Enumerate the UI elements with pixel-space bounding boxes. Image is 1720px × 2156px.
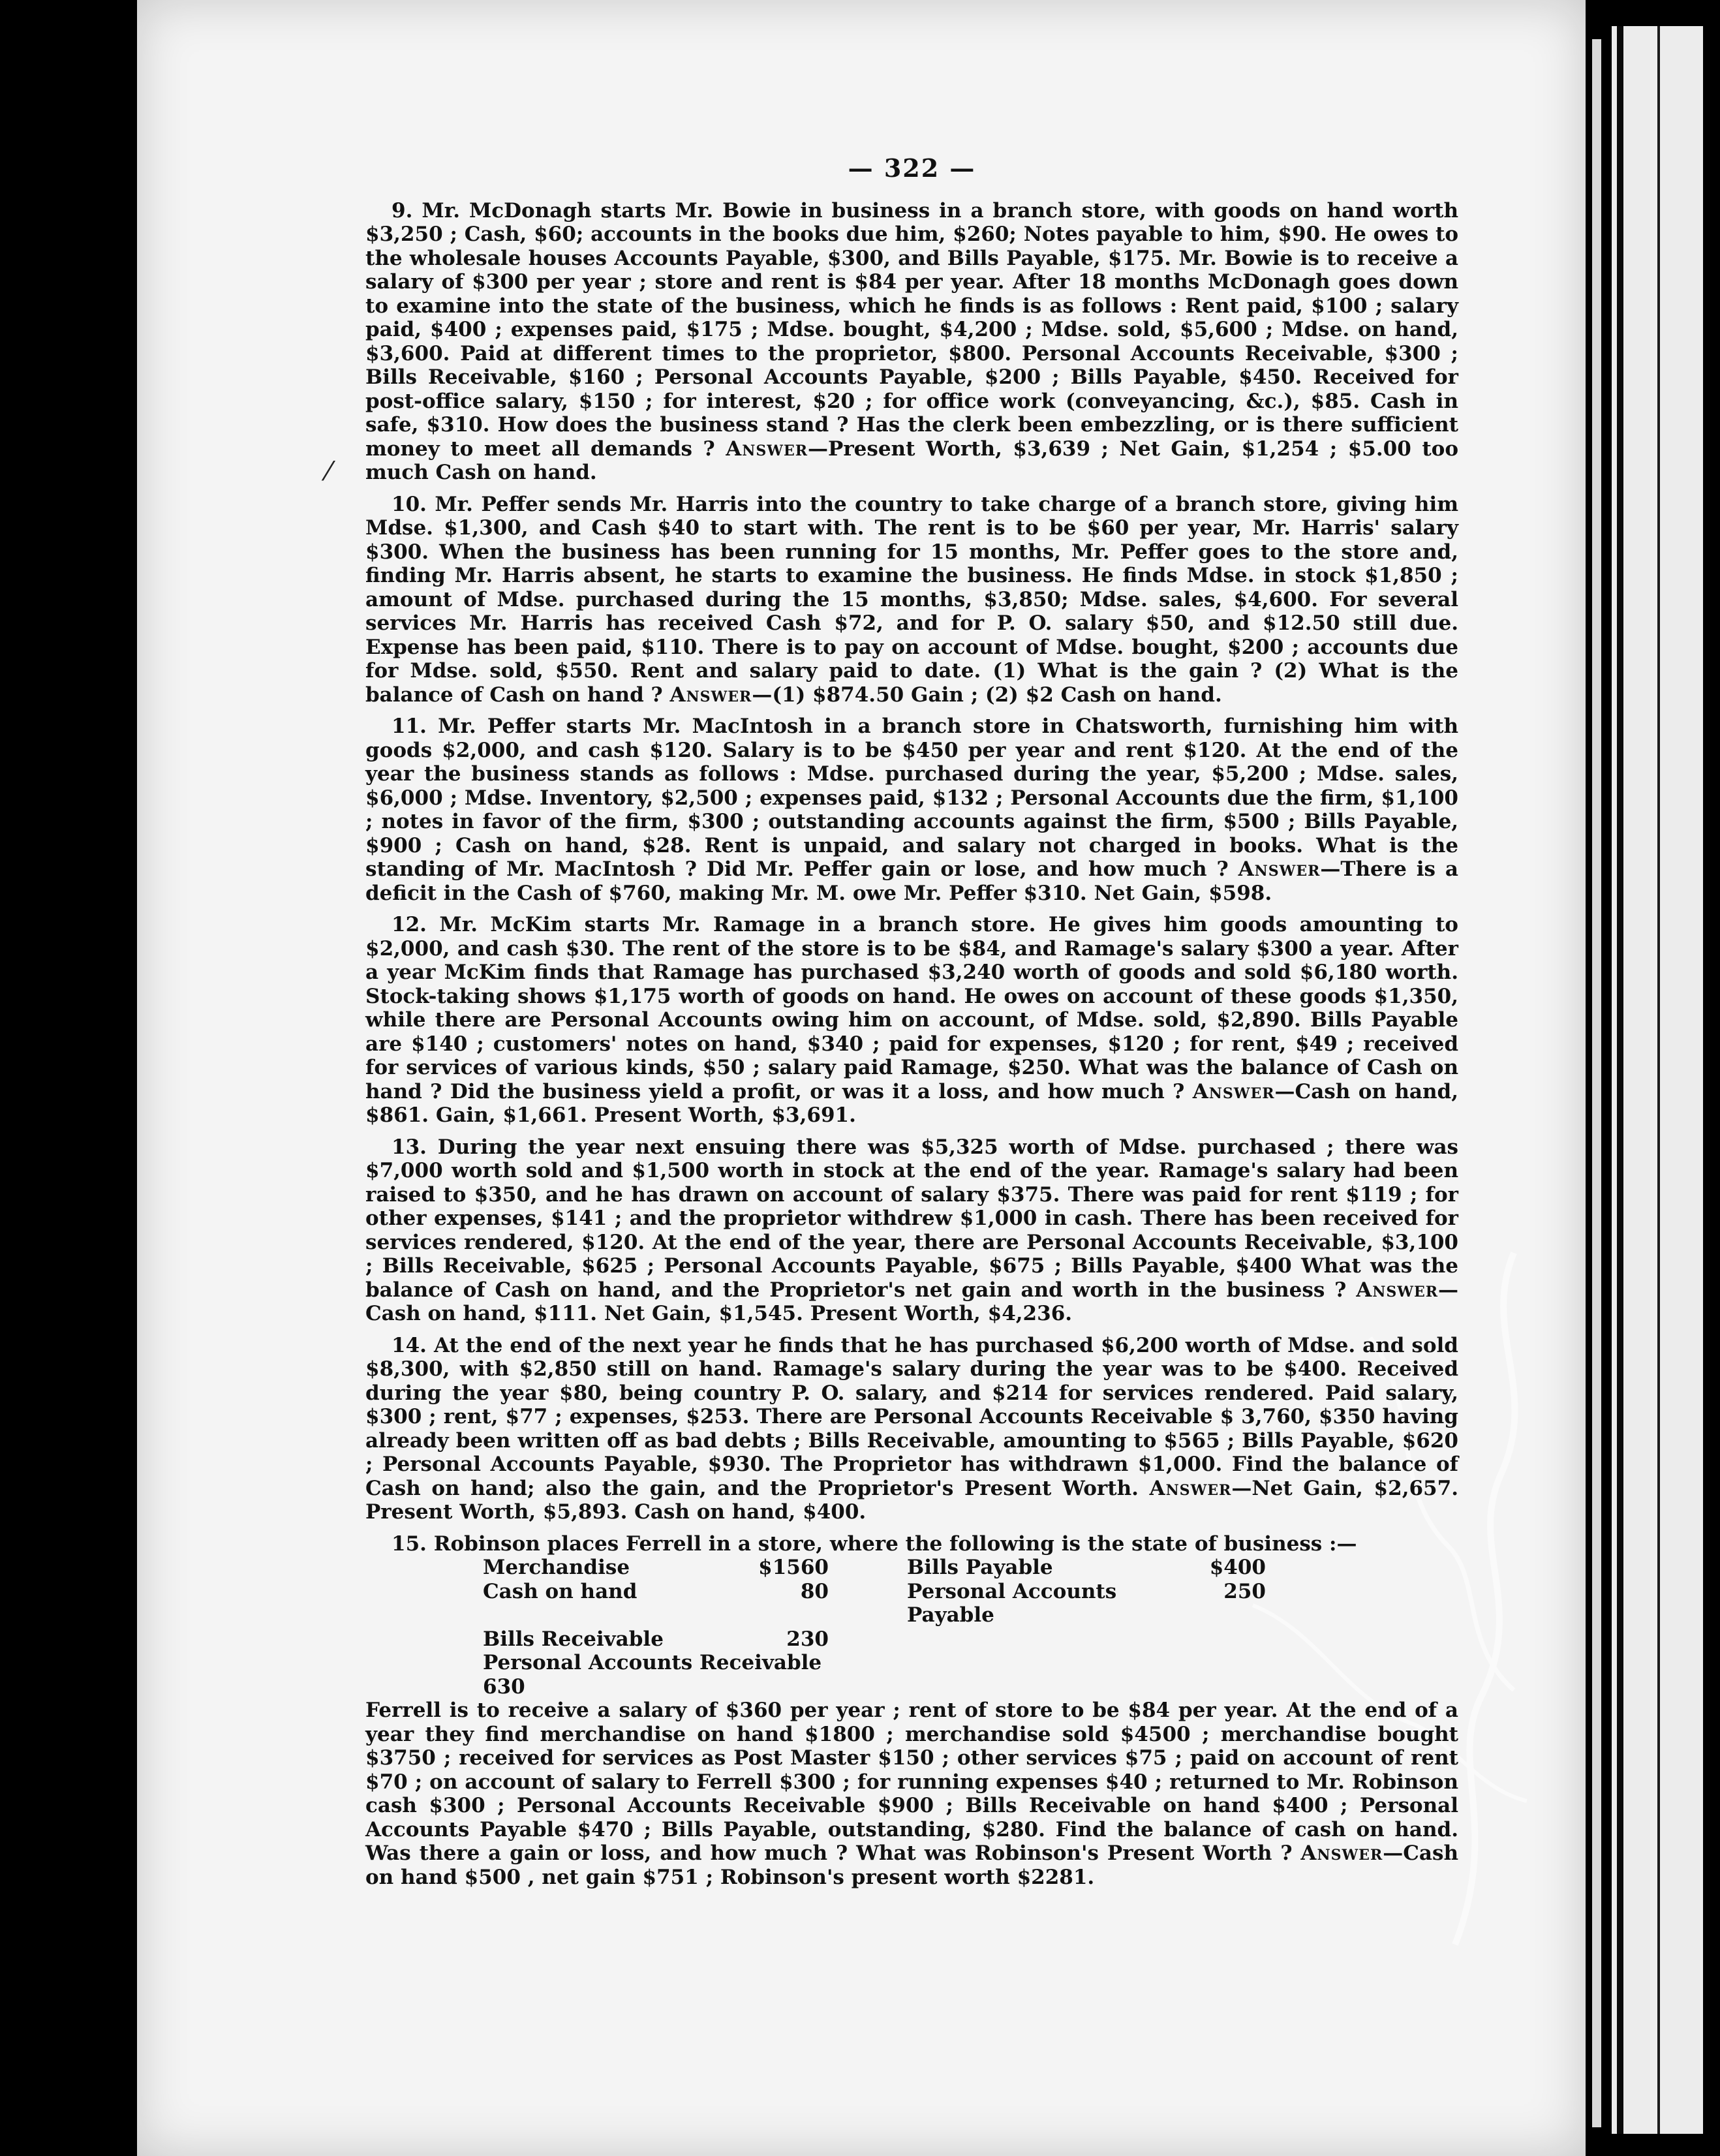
problem-text: At the end of the next year he finds that he has purchased $6,200 worth of Mdse. and sold $8,300, with $2,850 still on hand. Ramage's salary during the year was to be $400. Received during the year $80, being country P. O. salary, and $214 for services rendered. Paid salary, $300 ; rent, $77 ; expenses, $253. There are Personal Accounts Receivable $ 3,760, $350 having already been written off as bad debts ; Bills Receivable, amounting to $565 ; Bills Payable, $620 ; Personal Accounts Payable, $930. The Proprietor has withdrawn $1,000. Find the balance of Cash on hand; also the gain, and the Proprietor's Present Worth. xyxy=(365,1333,1458,1500)
answer-text: —Present Worth, $3,639 ; Net Gain, $1,254 ; $5.00 too much Cash on hand. xyxy=(365,437,1458,484)
problem-text: Ferrell is to receive a salary of $360 per year ; rent of store to be $84 per year. At the end of a year they find merchandise on hand $1800 ; merchandise sold $4500 ; merchandise bought $3750 ; received for services as Post Master $150 ; other services $75 ; paid on account of rent $70 ; on account of salary to Ferrell $300 ; for running expenses $40 ; returned to Mr. Robinson cash $300 ; Personal Accounts Receivable $900 ; Bills Receivable on hand $400 ; Personal Accounts Payable $470 ; Bills Payable, outstanding, $280. Find the balance of cash on hand. Was there a gain or loss, and how much ? What was Robinson's Present Worth ? xyxy=(365,1699,1458,1865)
answer-text: —Cash on hand, $861. Gain, $1,661. Present Worth, $3,691. xyxy=(365,1079,1458,1127)
problem-text: During the year next ensuing there was $5,325 worth of Mdse. purchased ; there was $7,000 worth sold and $1,500 worth in stock at the end of the year. Ramage's salary had been raised to $350, and he has drawn on account of salary $375. There was paid for rent $119 ; for other expenses, $141 ; and the proprietor withdrew $1,000 in cash. There has been received for services rendered, $120. At the end of the year, there are Personal Accounts Receivable, $3,100 ; Bills Receivable, $625 ; Personal Accounts Payable, $675 ; Bills Payable, $400 What was the balance of Cash on hand, and the Proprietor's net gain and worth in the business ? xyxy=(365,1135,1458,1302)
problem-15-intro xyxy=(365,1532,1458,1556)
problem-number: 9. xyxy=(392,198,413,223)
answer-text: —Cash on hand, $111. Net Gain, $1,545. Present Worth, $4,236. xyxy=(365,1278,1458,1325)
answer-text: —(1) $874.50 Gain ; (2) $2 Cash on hand. xyxy=(752,683,1222,707)
answer-label: Answer xyxy=(1300,1841,1383,1865)
problem-number: 11. xyxy=(392,715,427,738)
statement-label: Bills Payable xyxy=(907,1556,1053,1579)
problem-number: 10. xyxy=(392,492,427,516)
problem-number: 12. xyxy=(392,913,427,936)
answer-label: Answer xyxy=(1356,1278,1438,1302)
problem-text: Mr. Peffer starts Mr. MacIntosh in a branch store in Chatsworth, furnishing him with goods $2,000, and cash $120. Salary is to be $450 per year and rent $120. At the end of the year the business stands as follows : Mdse. purchased during the year, $5,200 ; Mdse. sales, $6,000 ; Mdse. Inventory, $2,500 ; expenses paid, $132 ; Personal Accounts due the firm, $1,100 ; notes in favor of the firm, $300 ; outstanding accounts against the firm, $500 ; Bills Payable, $900 ; Cash on hand, $28. Rent is unpaid, and salary not charged in books. What is the standing of Mr. MacIntosh ? Did Mr. Peffer gain or lose, and how much ? xyxy=(365,715,1458,881)
problem-12 xyxy=(365,913,1458,1128)
problem-15 xyxy=(365,1699,1458,1889)
problem-9 xyxy=(365,199,1458,485)
business-statement-table xyxy=(483,1556,1458,1699)
problem-text: Mr. Peffer sends Mr. Harris into the country to take charge of a branch store, giving him Mdse. $1,300, and Cash $40 to start with. The rent is to be $60 per year, Mr. Harris' salary $300. When the business has been running for 15 months, Mr. Peffer goes to the store and, finding Mr. Harris absent, he starts to examine the business. He finds Mdse. in stock $1,850 ; amount of Mdse. purchased during the 15 months, $3,850; Mdse. sales, $4,600. For several services Mr. Harris has received Cash $72, and for P. O. salary $50, and $12.50 still due. Expense has been paid, $110. There is to pay on account of Mdse. bought, $200 ; accounts due for Mdse. sold, $550. Rent and salary paid to date. (1) What is the gain ? (2) What is the balance of Cash on hand ? xyxy=(365,492,1458,707)
page-edge xyxy=(1592,39,1601,2127)
answer-label: Answer xyxy=(726,437,808,461)
statement-label: Cash on hand xyxy=(483,1579,637,1603)
problem-11 xyxy=(365,715,1458,905)
problem-number: 13. xyxy=(392,1135,427,1159)
problem-intro-text: Robinson places Ferrell in a store, where the following is the state of business :— xyxy=(433,1532,1357,1556)
adjacent-page-strip xyxy=(1612,26,1703,2134)
answer-text: —Cash on hand $500 , net gain $751 ; Robinson's present worth $2281. xyxy=(365,1841,1458,1889)
answer-label: Answer xyxy=(1192,1079,1275,1103)
statement-value: 250 xyxy=(1223,1579,1266,1603)
statement-value: 230 xyxy=(786,1627,829,1651)
statement-label: Personal Accounts Receivable 630 xyxy=(483,1651,822,1699)
binding-rule xyxy=(1617,26,1623,2134)
answer-text: —Net Gain, $2,657. Present Worth, $5,893. Cash on hand, $400. xyxy=(365,1476,1458,1524)
statement-label: Merchandise xyxy=(483,1556,630,1579)
statement-label: Personal Accounts Payable xyxy=(907,1579,1117,1627)
statement-value xyxy=(1207,1627,1279,1652)
problem-13 xyxy=(365,1135,1458,1326)
answer-label: Answer xyxy=(1238,857,1321,881)
statement-value: 80 xyxy=(800,1579,829,1603)
margin-pencil-mark: ⁄ xyxy=(326,457,331,487)
problem-text: Mr. McKim starts Mr. Ramage in a branch store. He gives him goods amounting to $2,000, and cash $30. The rent of the store is to be $84, and Ramage's salary $300 a year. After a year McKim finds that Ramage has purchased $3,240 worth of goods and sold $6,180 worth. Stock-taking shows $1,175 worth of goods on hand. He owes on account of these goods $1,350, while there are Personal Accounts owing him on account, of Mdse. sold, $2,890. Bills Payable are $140 ; customers' notes on hand, $340 ; paid for expenses, $120 ; for rent, $49 ; received for services of various kinds, $50 ; salary paid Ramage, $250. What was the balance of Cash on hand ? Did the business yield a profit, or was it a loss, and how much ? xyxy=(365,913,1458,1103)
answer-label: Answer xyxy=(669,683,752,707)
statement-label: Bills Receivable xyxy=(483,1627,664,1651)
answer-text: —There is a deficit in the Cash of $760, making Mr. M. owe Mr. Peffer $310. Net Gain, $598. xyxy=(365,857,1458,905)
problem-number: 15. xyxy=(392,1532,427,1556)
statement-value: $400 xyxy=(1209,1556,1266,1579)
problem-10 xyxy=(365,493,1458,707)
statement-label xyxy=(842,1627,1207,1652)
problem-number: 14. xyxy=(392,1333,427,1357)
statement-value: $1560 xyxy=(758,1556,829,1579)
problem-text: Mr. McDonagh starts Mr. Bowie in business in a branch store, with goods on hand worth $3,250 ; Cash, $60; accounts in the books due him, $260; Notes payable to him, $90. He owes to the wholesale houses Accounts Payable, $300, and Bills Payable, $175. Mr. Bowie is to receive a salary of $300 per year ; store and rent is $84 per year. After 18 months McDonagh goes down to examine into the state of the business, which he finds is as follows : Rent paid, $100 ; salary paid, $400 ; expenses paid, $175 ; Mdse. bought, $4,200 ; Mdse. sold, $5,600 ; Mdse. on hand, $3,600. Paid at different times to the proprietor, $800. Personal Accounts Receivable, $300 ; Bills Receivable, $160 ; Personal Accounts Payable, $200 ; Bills Payable, $450. Received for post-office salary, $150 ; for interest, $20 ; for office work (conveyancing, &c.), $85. Cash in safe, $310. How does the business stand ? Has the clerk been embezzling, or is there sufficient money to meet all demands ? xyxy=(365,198,1459,461)
problem-14 xyxy=(365,1334,1458,1524)
page-number: — 322 — xyxy=(848,153,976,183)
binding-rule-thin xyxy=(1657,26,1660,2134)
page-content xyxy=(365,153,1459,1889)
answer-label: Answer xyxy=(1149,1476,1232,1500)
